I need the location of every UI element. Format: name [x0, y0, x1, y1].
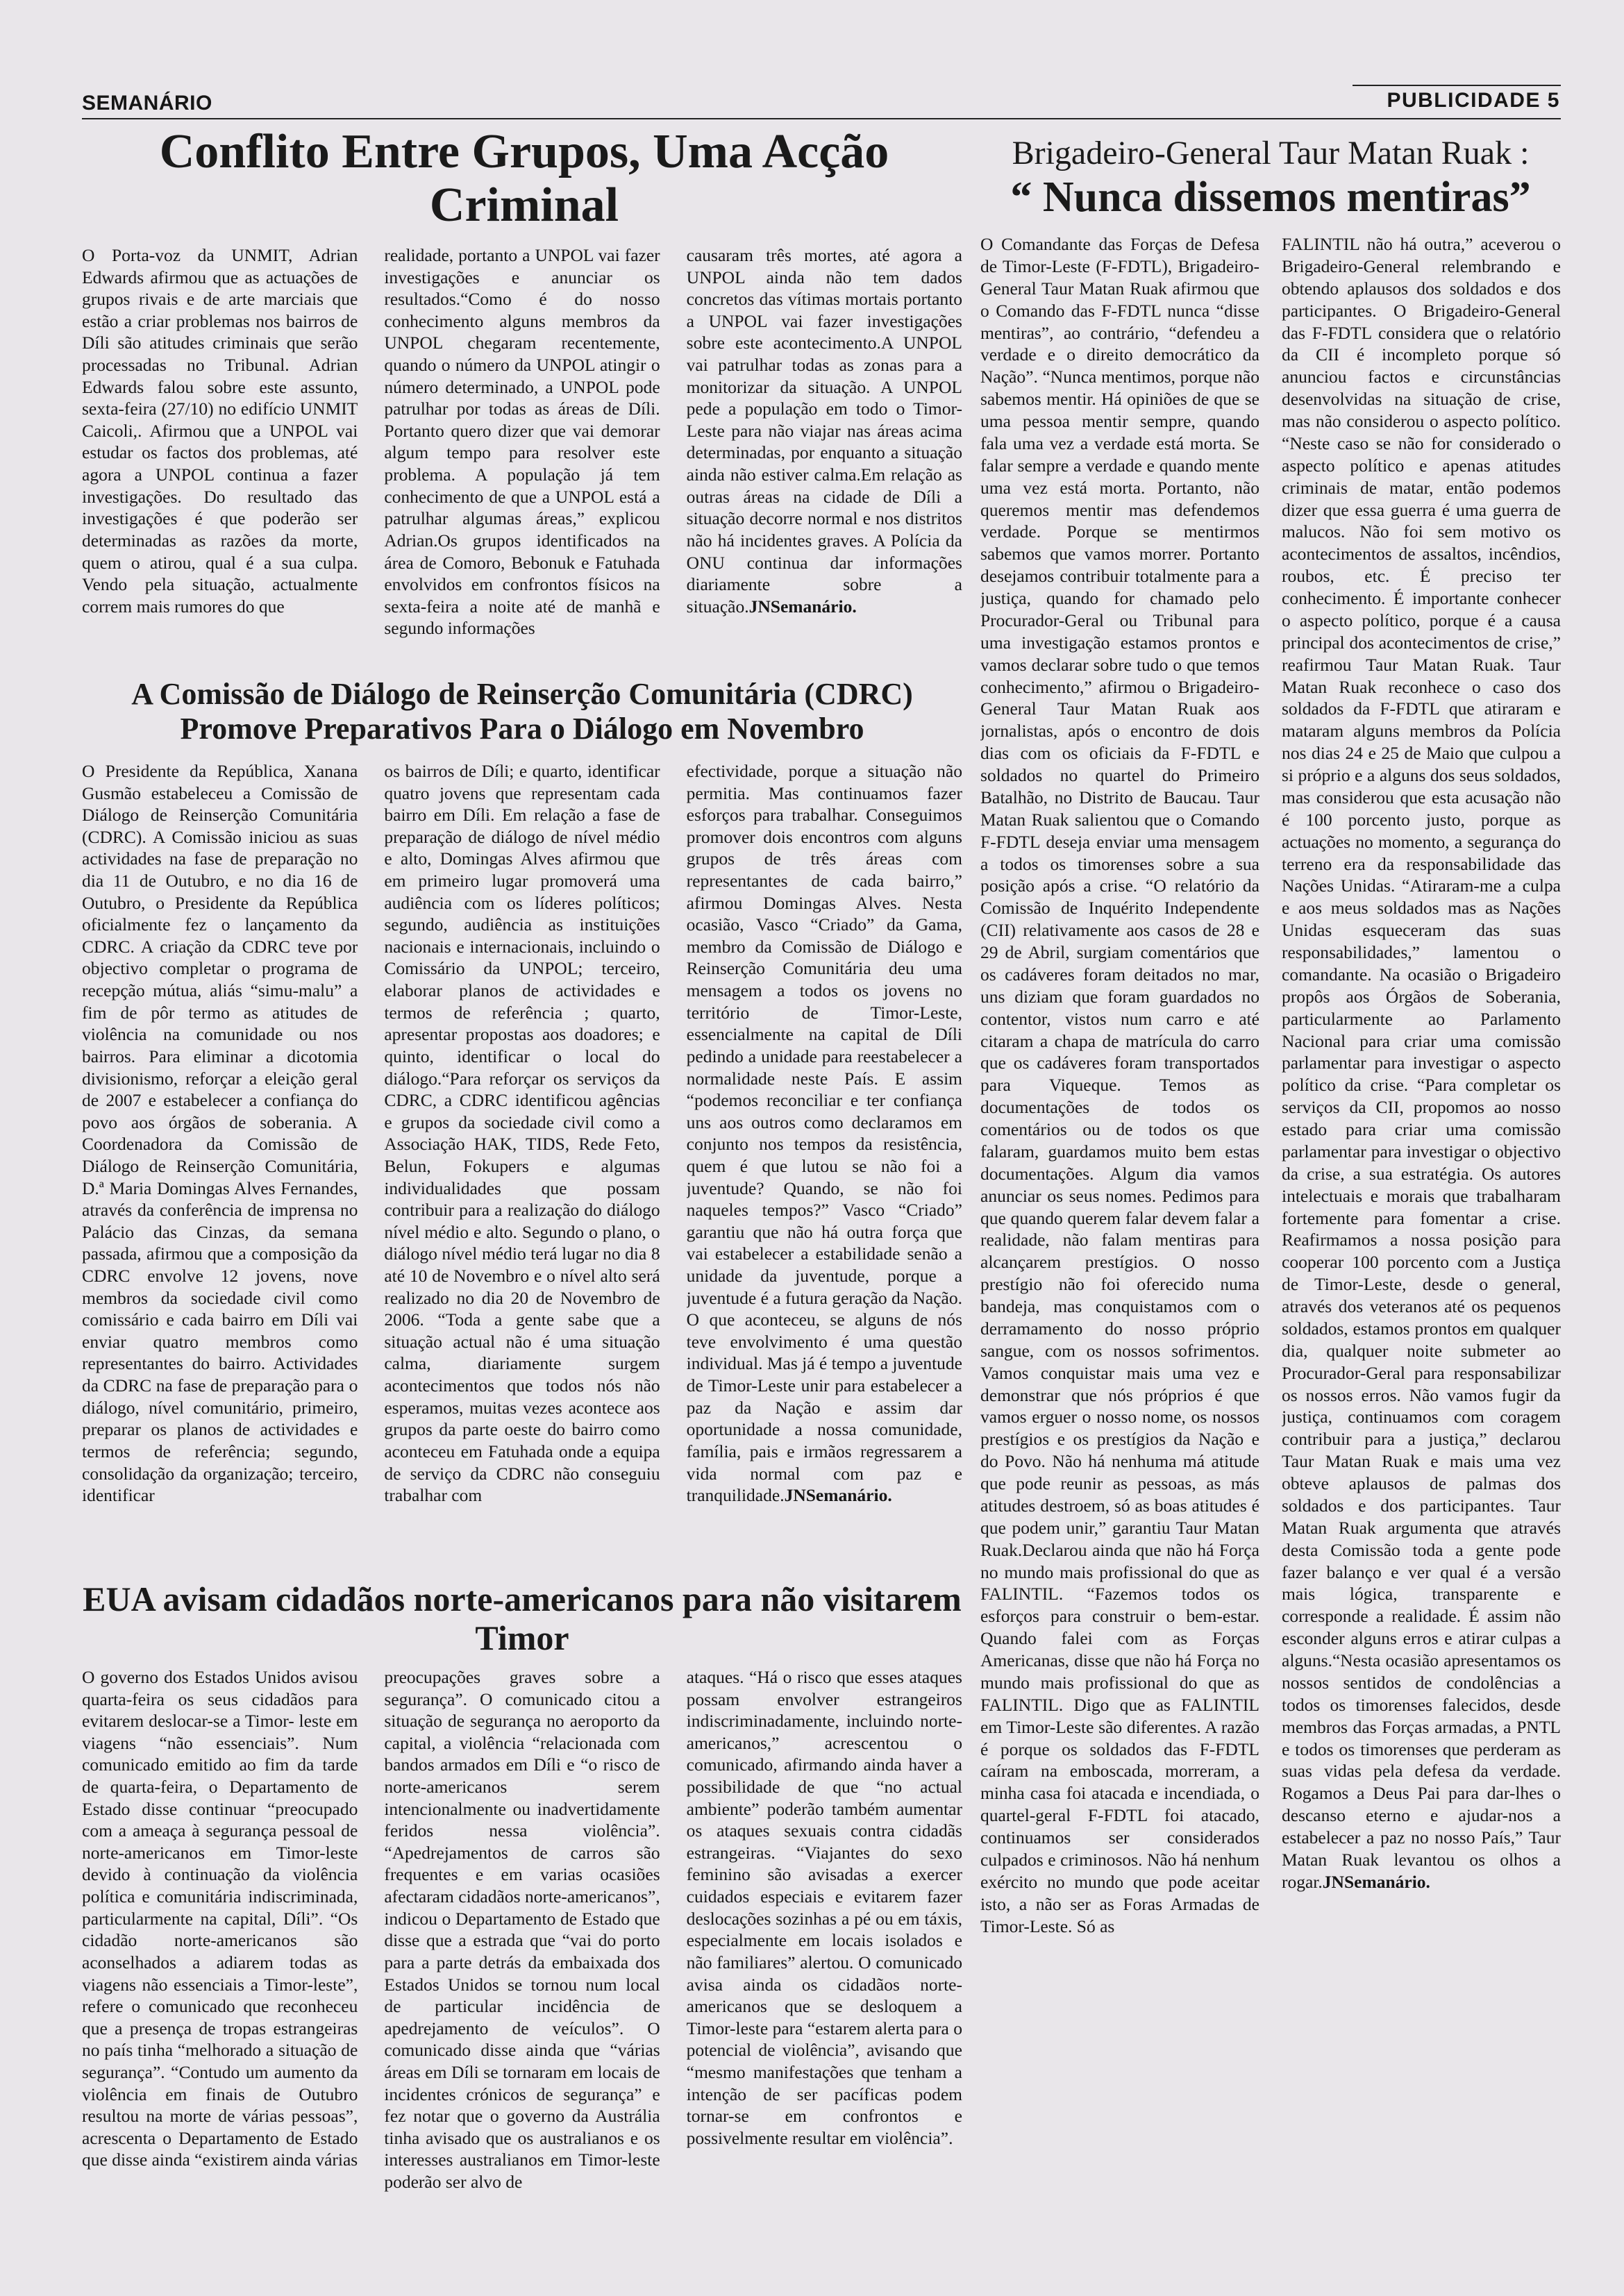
- article2-column-3: efectividade, porque a situação não permitia. Mas continuamos fazer esforços para trabalhar. Conseguimos promover dois encontros com alguns grupos de três áreas com representantes de cada bairro,” afirmou Domingas Alves. Nesta ocasião, Vasco “Criado” da Gama, membro da Comissão de Diálogo e Reinserção Comunitária deu uma mensagem a todos os jovens no território de Timor-Leste, essencialmente na capital de Díli pedindo a unidade para reestabelecer a normalidade neste País. E assim “podemos reconciliar e ter confiança uns aos outros como declaramos em conjunto nos tempos da resistência, quem é que lutou se não foi a juventude? Quando, se não foi naqueles tempos?” Vasco “Criado” garantiu que não há outra força que vai estabelecer a estabilidade senão a unidade da juventude, porque a juventude é a futura geração da Nação. O que aconteceu, se alguns de nós teve envolvimento é uma questão individual. Mas já é tempo a juventude de Timor-Leste unir para estabelecer a paz da Nação e assim dar oportunidade a nossa comunidade, família, pais e irmãos regressarem a vida normal com paz e tranquilidade.JNSemanário.: [686, 761, 962, 1506]
- article1-headline: Conflito Entre Grupos, Uma Acção Criminal: [159, 125, 889, 232]
- publication-name: SEMANÁRIO: [82, 92, 212, 115]
- article3-body: [82, 1666, 962, 2194]
- article3-column-3: ataques. “Há o risco que esses ataques possam envolver estrangeiros indiscriminadamente, incluindo norte-americanos,” acrescentou o comunicado, afirmando ainda haver a possibilidade de que “no actual ambiente” poderão também aumentar os ataques sexuais contra cidadãs estrangeiras. “Viajantes do sexo feminino são avisadas a exercer cuidados especiais e evitarem fazer deslocações sozinhas a pé ou em táxis, especialmente em locais isolados e não familiares” alertou. O comunicado avisa ainda os cidadãos norte-americanos que se desloquem a Timor-leste para “estarem alerta para o potencial de violência”, avisando que “mesmo manifestações que tenham a intenção de ser pacíficas podem tornar-se em confrontos e possivelmente resultar em violência”.: [686, 1667, 962, 2148]
- article2-signature: JNSemanário.: [784, 1485, 892, 1506]
- article1-signature: JNSemanário.: [748, 596, 857, 617]
- header-rule-short: [1353, 85, 1561, 86]
- article2-body: [82, 760, 962, 1573]
- article3-headline: EUA avisam cidadãos norte-americanos para não visitarem Timor: [83, 1579, 962, 1657]
- section-page-label: PUBLICIDADE 5: [1387, 89, 1560, 112]
- article2-headline: A Comissão de Diálogo de Reinserção Comunitária (CDRC) Promove Preparativos Para o Diálogo em Novembro: [131, 677, 913, 746]
- article1-column-3: causaram três mortes, até agora a UNPOL ainda não tem dados concretos das vítimas mortais portanto a UNPOL vai fazer investigações sobre este acontecimento.A UNPOL vai patrulhar todas as zonas para a monitorizar da situação. A UNPOL pede a população em todo o Timor-Leste para não viajar nas áreas acima determinadas, por enquanto a situação ainda não estiver calma.Em relação as outras áreas na cidade de Díli a situação decorre normal e nos distritos não há incidentes graves. A Polícia da ONU continua dar informações diariamente sobre a situação.JNSemanário.: [686, 245, 962, 617]
- article3-column-1: O governo dos Estados Unidos avisou quarta-feira os seus cidadãos para evitarem deslocar-se a Timor- leste em viagens “não essenciais”. Num comunicado emitido ao fim da tarde de quarta-feira, o Departamento de Estado disse continuar “preocupado com a ameaça à segurança pessoal de norte-americanos em Timor-leste devido à continuação da violência política e comunitária indiscriminada, particularmente na capital, Díli”. “Os cidadão norte-americanos são aconselhados a adiarem todas as viagens não essenciais a Timor-leste”, refere o comunicado que reconheceu que a presença de tropas estrangeiras no país tinha “melhorado a situação de segurança”. “Contudo um aumento da violência em finais de Outubro resultou na morte de várias pessoas”, acrescenta o Departamento de Estado que disse ainda “existirem ainda várias: [82, 1667, 358, 2170]
- article1-body: [82, 244, 962, 664]
- article3-column-2: preocupações graves sobre a segurança”. O comunicado citou a situação de segurança no aeroporto da capital, a violência “relacionada com bandos armados em Díli e “o risco de norte-americanos serem intencionalmente ou inadvertidamente feridos nessa violência”. “Apedrejamentos de carros são frequentes e em varias ocasiões afectaram cidadãos norte-americanos”, indicou o Departamento de Estado que disse que a estrada que “vai do porto para a parte detrás da embaixada dos Estados Unidos se tornou num local de particular incidência de apedrejamento de veículos”. O comunicado disse ainda que “várias áreas em Díli se tornaram em locais de incidentes crónicos de segurança” e fez notar que o governo da Austrália tinha avisado que os australianos e os interesses australianos em Timor-leste poderão ser alvo de: [384, 1667, 660, 2193]
- article4-signature: JNSemanário.: [1322, 1871, 1430, 1892]
- header-rule: [82, 118, 1561, 119]
- article1-column-1: O Porta-voz da UNMIT, Adrian Edwards afirmou que as actuações de grupos rivais e de arte marciais que estão a criar problemas nos bairros de Díli são atitudes criminais que serão processadas no Tribunal. Adrian Edwards falou sobre este assunto, sexta-feira (27/10) no edifício UNMIT Caicoli,. Afirmou que a UNPOL vai estudar os factos dos problemas, até agora a UNPOL continua a fazer investigações. Do resultado das investigações é que poderão ser determinadas as razões da morte, quem o atirou, qual é a sua culpa. Vendo pela situação, actualmente correm mais rumores do que: [82, 245, 358, 617]
- article4-headline-line1: Brigadeiro-General Taur Matan Ruak :: [1012, 135, 1530, 171]
- article4-column-2: FALINTIL não há outra,” aceverou o Brigadeiro-General relembrando e obtendo aplausos dos soldados e dos participantes. O Brigadeiro-General das F-FDTL considera que o relatório da CII é incompleto porque só anunciou factos e circunstâncias desenvolvidas na situação de crise, mas não considerou o aspecto político. “Neste caso se não for considerado o aspecto político e apenas atitudes criminais de matar, então podemos dizer que essa guerra é uma guerra de malucos. Não foi sem motivo os acontecimentos de assaltos, incêndios, roubos, etc. É preciso ter conhecimento. É importante conhecer o aspecto político, porque é a causa principal dos acontecimentos de crise,” reafirmou Taur Matan Ruak. Taur Matan Ruak reconhece o caso dos soldados da F-FDTL que atiraram e mataram alguns membros da Polícia nos dias 24 e 25 de Maio que culpou a si próprio e a alguns dos seus soldados, mas considerou que esta acusação não é 100 porcento justo, porque as actuações no momento, a segurança do terreno era da responsabilidade das Nações Unidas. “Atiraram-me a culpa e aos meus soldados mas as Nações Unidas esqueceram das suas responsabilidades,” lamentou o comandante. Na ocasião o Brigadeiro propôs aos Órgãos de Soberania, particularmente ao Parlamento Nacional para criar uma comissão parlamentar para investigar o aspecto político da crise. “Para completar os serviços da CII, propomos ao nosso estado para criar uma comissão parlamentar para investigar o objectivo da crise, a sua estratégia. Os autores intelectuais e morais que trabalharam fortemente para fomentar a crise. Reafirmamos a nossa posição para cooperar 100 porcento com a Justiça de Timor-Leste, desde o general, através dos veteranos até os pequenos soldados, estamos prontos em qualquer dia, qualquer noite submeter ao Procurador-Geral para responsabilizar os nossos erros. Não vamos fugir da justiça, continuamos com coragem contribuir para a justiça,” declarou Taur Matan Ruak e mais uma vez obteve aplausos de palmas dos soldados e dos participantes. Taur Matan Ruak argumenta que através desta Comissão toda a gente pode fazer balanço e ver qual é a versão mais lógica, transparente e corresponde a realidade. É assim não esconder alguns erros e atirar culpas a alguns.“Nesta ocasião apresentamos os nossos sentidos de condolências a todos os timorenses falecidos, desde membros das Forças armadas, a PNTL e todos os timorenses que perderam as suas vidas pela defesa da verdade. Rogamos a Deus Pai para dar-lhes o descanso eterno e ajudar-nos a estabelecer a paz no nosso País,” Taur Matan Ruak levantou os olhos a rogar.JNSemanário.: [1282, 234, 1561, 1892]
- article4-headline-line2: “ Nunca dissemos mentiras”: [1010, 174, 1531, 221]
- article4-column-1: O Comandante das Forças de Defesa de Timor-Leste (F-FDTL), Brigadeiro-General Taur Matan Ruak afirmou que o Comando das F-FDTL nunca “disse mentiras”, ao contrário, “defendeu a verdade e o direito democrático da Nação”. “Nunca mentimos, porque não sabemos mentir. Há opiniões de que se uma pessoa mentir sempre, quando fala uma vez a verdade está morta. Se falar sempre a verdade e quando mente uma vez está morta. Portanto, não queremos mentir mas defendemos verdade. Porque se mentirmos sabemos que vamos morrer. Portanto desejamos contribuir totalmente para a justiça, quando for chamado pelo Procurador-Geral ou Tribunal para uma investigação estamos prontos e vamos declarar sobre tudo o que temos conhecimento,” afirmou o Brigadeiro-General Taur Matan Ruak aos jornalistas, após o encontro de dois dias com os oficiais da F-FDTL e soldados no quartel do Primeiro Batalhão, no Distrito de Baucau. Taur Matan Ruak salientou que o Comando F-FDTL deseja enviar uma mensagem a todos os timorenses sobre a sua posição após a crise. “O relatório da Comissão de Inquérito Independente (CII) relativamente aos casos de 28 e 29 de Abril, surgiam comentários que os cadáveres foram deitados no mar, uns diziam que foram guardados no contentor, vistos num carro e até citaram a chapa de matrícula do carro que os cadáveres foram transportados para Viqueque. Temos as documentações de todos os comentários ou de todos os que falaram, guardamos muito bem estas documentações. Algum dia vamos anunciar os seus nomes. Pedimos para que quando querem falar devem falar a realidade, não falam mentiras para alcançarem prestígios. O nosso prestígio não foi oferecido numa bandeja, mas conquistamos com o derramamento do nosso próprio sangue, com os nossos sofrimentos. Vamos conquistar mais uma vez e demonstrar que nós próprios é que vamos erguer o nosso nome, os nossos prestígios e os prestígios da Nação e do Povo. Não há nenhuma má atitude que pode reunir as pessoas, as más atitudes destroem, só as boas atitudes é que podem unir,” garantiu Taur Matan Ruak.Declarou ainda que não há Força no mundo mais profissional do que as FALINTIL. “Fazemos todos os esforços para construir o bem-estar. Quando falei com as Forças Americanas, disse que não há Força no mundo mais profissional do que as FALINTIL. Digo que as FALINTIL em Timor-Leste são diferentes. A razão é porque os soldados das F-FDTL caíram na emboscada, morreram, a minha casa foi atacada e incendiada, o quartel-geral F-FDTL foi atacado, continuamos ser considerados culpados e criminosos. Não há nenhum exército no mundo que pode aceitar isto, a não ser as Foras Armadas de Timor-Leste. Só as: [980, 234, 1259, 1936]
- article2-column-2: os bairros de Díli; e quarto, identificar quatro jovens que representam cada bairro em Díli. Em relação a fase de preparação de diálogo de nível médio e alto, Domingas Alves afirmou que em primeiro lugar promoverá uma audiência com os líderes políticos; segundo, audiência as instituições nacionais e internacionais, incluindo o Comissário da UNPOL; terceiro, elaborar planos de actividades e termos de referência ; quarto, apresentar propostas aos doadores; e quinto, identificar o local do diálogo.“Para reforçar os serviços da CDRC, a CDRC identificou agências e grupos da sociedade civil como a Associação HAK, TIDS, Rede Feto, Belun, Fokupers e algumas individualidades que possam contribuir para a realização do diálogo nível médio e alto. Segundo o plano, o diálogo nível médio terá lugar no dia 8 até 10 de Novembro e o nível alto será realizado no dia 20 de Novembro de 2006. “Toda a gente sabe que a situação actual não é uma situação calma, diariamente surgem acontecimentos que todos nós não esperamos, muitas vezes acontece aos grupos da parte oeste do bairro como aconteceu em Fatuhada onde a equipa de serviço da CDRC não conseguiu trabalhar com: [384, 761, 660, 1506]
- article1-column-2: realidade, portanto a UNPOL vai fazer investigações e anunciar os resultados.“Como é do nosso conhecimento alguns membros da UNPOL chegaram recentemente, quando o número da UNPOL atingir o número determinado, a UNPOL pode patrulhar por todas as áreas de Díli. Portanto quero dizer que vai demorar algum tempo para resolver este problema. A população já tem conhecimento de que a UNPOL está a patrulhar algumas áreas,” explicou Adrian.Os grupos identificados na área de Comoro, Bebonuk e Fatuhada envolvidos em confrontos físicos na sexta-feira a noite até de manhã e segundo informações: [384, 245, 660, 639]
- article2-column-1: O Presidente da República, Xanana Gusmão estabeleceu a Comissão de Diálogo de Reinserção Comunitária (CDRC). A Comissão iniciou as suas actividades na fase de preparação no dia 11 de Outubro, e no dia 16 de Outubro, o Presidente da República oficialmente fez o lançamento da CDRC. A criação da CDRC teve por objectivo completar o programa de recepção mútua, aliás “simu-malu” a fim de pôr termo as atitudes de violência na comunidade ou nos bairros. Para eliminar a dicotomia divisionismo, reforçar a eleição geral de 2007 e estabelecer a confiança do povo aos órgãos de soberania. A Coordenadora da Comissão de Diálogo de Reinserção Comunitária, D.ª Maria Domingas Alves Fernandes, através da conferência de imprensa no Palácio das Cinzas, da semana passada, afirmou que a composição da CDRC envolve 12 jovens, nove membros da sociedade civil como comissário e cada bairro em Díli vai enviar quatro membros como representantes do bairro. Actividades da CDRC na fase de preparação para o diálogo, nível comunitário, primeiro, preparar os planos de actividades e termos de referência; segundo, consolidação da organização; terceiro, identificar: [82, 761, 358, 1506]
